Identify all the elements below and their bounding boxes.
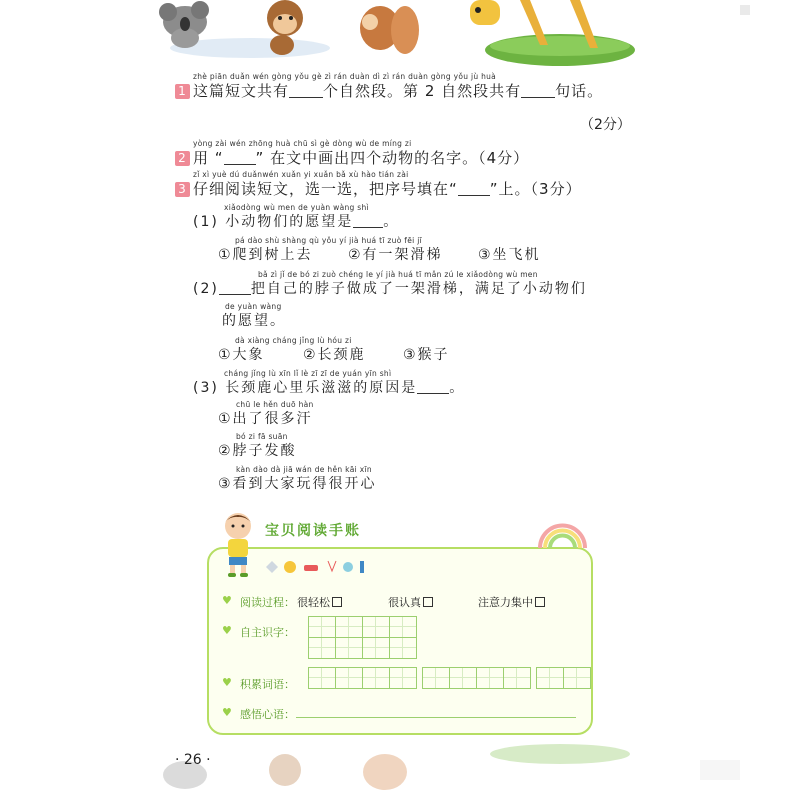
self-learned-chars-label: 自主识字： — [240, 626, 295, 639]
question-text: ” 在文中画出四个动物的名字。（4分） — [255, 149, 530, 167]
option-2[interactable]: ②有一架滑梯 — [348, 247, 443, 263]
reading-process-label: 阅读过程： — [240, 596, 295, 609]
sub2-pinyin-2: de yuàn wàng — [225, 302, 282, 311]
checkbox-label: 很轻松 — [297, 596, 330, 609]
question-text: ”上。（3分） — [489, 180, 582, 198]
option-1[interactable]: ①大象 — [218, 347, 265, 363]
animal-banner — [0, 0, 800, 70]
reflection-label: 感悟心语： — [240, 708, 295, 721]
sub-question-text: (1) 小动物们的愿望是 — [193, 214, 354, 230]
sub3-option1-pinyin: chū le hěn duō hàn — [236, 400, 314, 409]
option-2[interactable]: ②长颈鹿 — [303, 347, 366, 363]
question-3 — [175, 178, 582, 199]
sub2-options — [218, 344, 450, 364]
checkbox-label: 很认真 — [388, 596, 421, 609]
checkbox-easy[interactable] — [297, 594, 342, 610]
character-grid[interactable] — [308, 616, 416, 638]
option-1[interactable]: ①出了很多汗 — [218, 411, 313, 427]
answer-blank[interactable] — [521, 84, 555, 98]
squirrel-illustration — [360, 6, 419, 54]
sub3-option3-pinyin: kàn dào dà jiā wán de hěn kāi xīn — [236, 465, 372, 474]
q3-pinyin: zǐ xì yuè dú duǎnwén xuǎn yi xuǎn bǎ xù hào tián zài — [193, 170, 409, 179]
sub1-options-pinyin: pá dào shù shàng qù yǒu yí jià huá tī zuò fēi jī — [235, 236, 422, 245]
reflection-input-line[interactable] — [296, 717, 576, 718]
question-text: 仔细阅读短文，选一选，把序号填在“ — [193, 180, 458, 198]
answer-blank[interactable] — [219, 281, 251, 295]
sub-question-2-continued: 的愿望。 — [222, 313, 286, 329]
question-number: 3 — [175, 182, 190, 197]
notebook-title: 宝贝阅读手账 — [265, 523, 361, 539]
heart-icon: ♥ — [222, 676, 232, 689]
sub3-pinyin: cháng jǐng lù xīn lǐ lè zī zī de yuán yīn shì — [224, 369, 392, 378]
q1-pinyin: zhè piān duǎn wén gòng yǒu gè zì rán duàn dì zì rán duàn gòng yǒu jù huà — [193, 72, 497, 81]
checkbox[interactable] — [535, 597, 545, 607]
accumulated-words-label: 积累词语： — [240, 678, 295, 691]
checkbox[interactable] — [332, 597, 342, 607]
sub-question-text: (3) 长颈鹿心里乐滋滋的原因是 — [193, 380, 418, 396]
heart-icon: ♥ — [222, 706, 232, 719]
checkbox-serious[interactable] — [388, 594, 433, 610]
question-2 — [175, 147, 529, 168]
sub-question-3 — [193, 377, 465, 397]
faded-animal-banner — [0, 740, 800, 800]
answer-blank[interactable] — [353, 214, 383, 228]
checkbox-focus[interactable] — [478, 594, 545, 610]
sub-question-1 — [193, 211, 399, 231]
question-text: 句话。 — [555, 82, 604, 100]
option-3[interactable]: ③看到大家玩得很开心 — [218, 476, 377, 492]
question-text: 用 “ — [193, 149, 224, 167]
q2-pinyin: yòng zài wén zhōng huà chū sì gè dòng wù de míng zi — [193, 139, 412, 148]
question-1 — [175, 80, 603, 101]
character-grid[interactable] — [308, 637, 416, 659]
question-text: 这篇短文共有 — [193, 82, 290, 100]
heart-icon: ♥ — [222, 594, 232, 607]
sub1-pinyin: xiǎodòng wù men de yuàn wàng shì — [224, 203, 369, 212]
sub-question-text: (2) — [193, 281, 219, 297]
answer-blank[interactable] — [289, 84, 323, 98]
word-grid[interactable] — [422, 667, 530, 689]
giraffe-illustration — [470, 0, 635, 66]
question-text: 2 — [424, 82, 436, 100]
checkbox[interactable] — [423, 597, 433, 607]
question-text: 自然段共有 — [441, 82, 522, 100]
sub2-options-pinyin: dà xiàng cháng jǐng lù hóu zi — [235, 336, 352, 345]
question-text: 个自然段。第 — [323, 82, 420, 100]
option-2[interactable]: ②脖子发酸 — [218, 443, 297, 459]
word-grid[interactable] — [308, 667, 416, 689]
word-grid[interactable] — [536, 667, 590, 689]
heart-icon: ♥ — [222, 624, 232, 637]
sub-question-2 — [193, 278, 587, 298]
decorative-icons — [262, 557, 372, 577]
sub-question-text: 把自己的脖子做成了一架滑梯，满足了小动物们 — [250, 281, 587, 297]
answer-blank[interactable] — [458, 182, 490, 196]
q1-score: （2分） — [580, 117, 631, 133]
sub3-option2-pinyin: bó zi fā suān — [236, 432, 288, 441]
checkbox-label: 注意力集中 — [478, 596, 533, 609]
question-number: 2 — [175, 151, 190, 166]
page-number: · 26 · — [175, 752, 211, 768]
sub1-options — [218, 244, 541, 264]
option-3[interactable]: ③坐飞机 — [478, 247, 541, 263]
answer-blank[interactable] — [224, 151, 256, 165]
rainbow-icon — [535, 520, 590, 550]
boy-illustration — [214, 508, 264, 578]
question-number: 1 — [175, 84, 190, 99]
sub-question-text: 。 — [383, 214, 400, 230]
sub2-pinyin: bǎ zì jǐ de bó zi zuò chéng le yí jià huá tī mǎn zú le xiǎodòng wù men — [258, 270, 538, 279]
sub-question-text: 。 — [449, 380, 466, 396]
option-3[interactable]: ③猴子 — [403, 347, 450, 363]
option-1[interactable]: ①爬到树上去 — [218, 247, 313, 263]
answer-blank[interactable] — [417, 380, 449, 394]
